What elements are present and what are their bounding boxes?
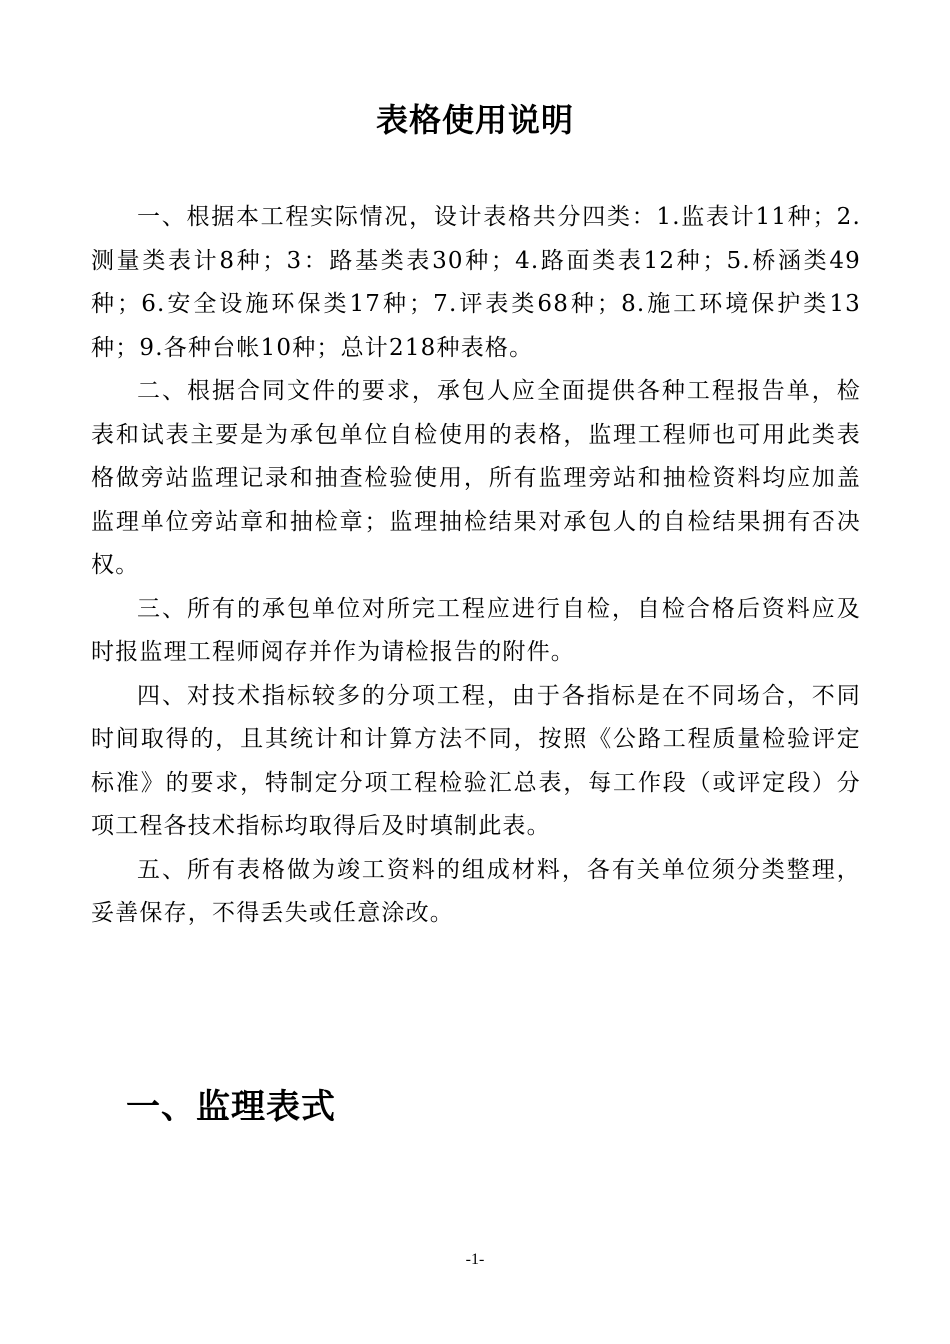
paragraph-2: 二、根据合同文件的要求，承包人应全面提供各种工程报告单，检表和试表主要是为承包单位自检使用的表格，监理工程师也可用此类表格做旁站监理记录和抽查检验使用，所有监理旁站和抽检资料均应加盖监理单位旁站章和抽检章；监理抽检结果对承包人的自检结果拥有否决权。 [91,378,861,578]
paragraph-3: 三、所有的承包单位对所完工程应进行自检，自检合格后资料应及时报监理工程师阅存并作为请检报告的附件。 [91,595,861,665]
paragraph-1: 一、根据本工程实际情况，设计表格共分四类：1.监表计11种；2.测量类表计8种；3：路基类表30种；4.路面类表12种；5.桥涵类49种；6.安全设施环保类17种；7.评表类68种；8.施工环境保护类13种；9.各种台帐10种；总计218种表格。 [91,204,861,361]
paragraph-4: 四、对技术指标较多的分项工程，由于各指标是在不同场合，不同时间取得的，且其统计和计算方法不同，按照《公路工程质量检验评定标准》的要求，特制定分项工程检验汇总表，每工作段（或评定段）分项工程各技术指标均取得后及时填制此表。 [91,682,861,839]
page-number: -1- [465,1251,485,1268]
paragraph-5: 五、所有表格做为竣工资料的组成材料，各有关单位须分类整理，妥善保存，不得丢失或任意涂改。 [91,856,861,926]
section-heading: 一、监理表式 [126,1087,336,1127]
body-text [91,196,861,936]
page-title: 表格使用说明 [375,101,574,139]
